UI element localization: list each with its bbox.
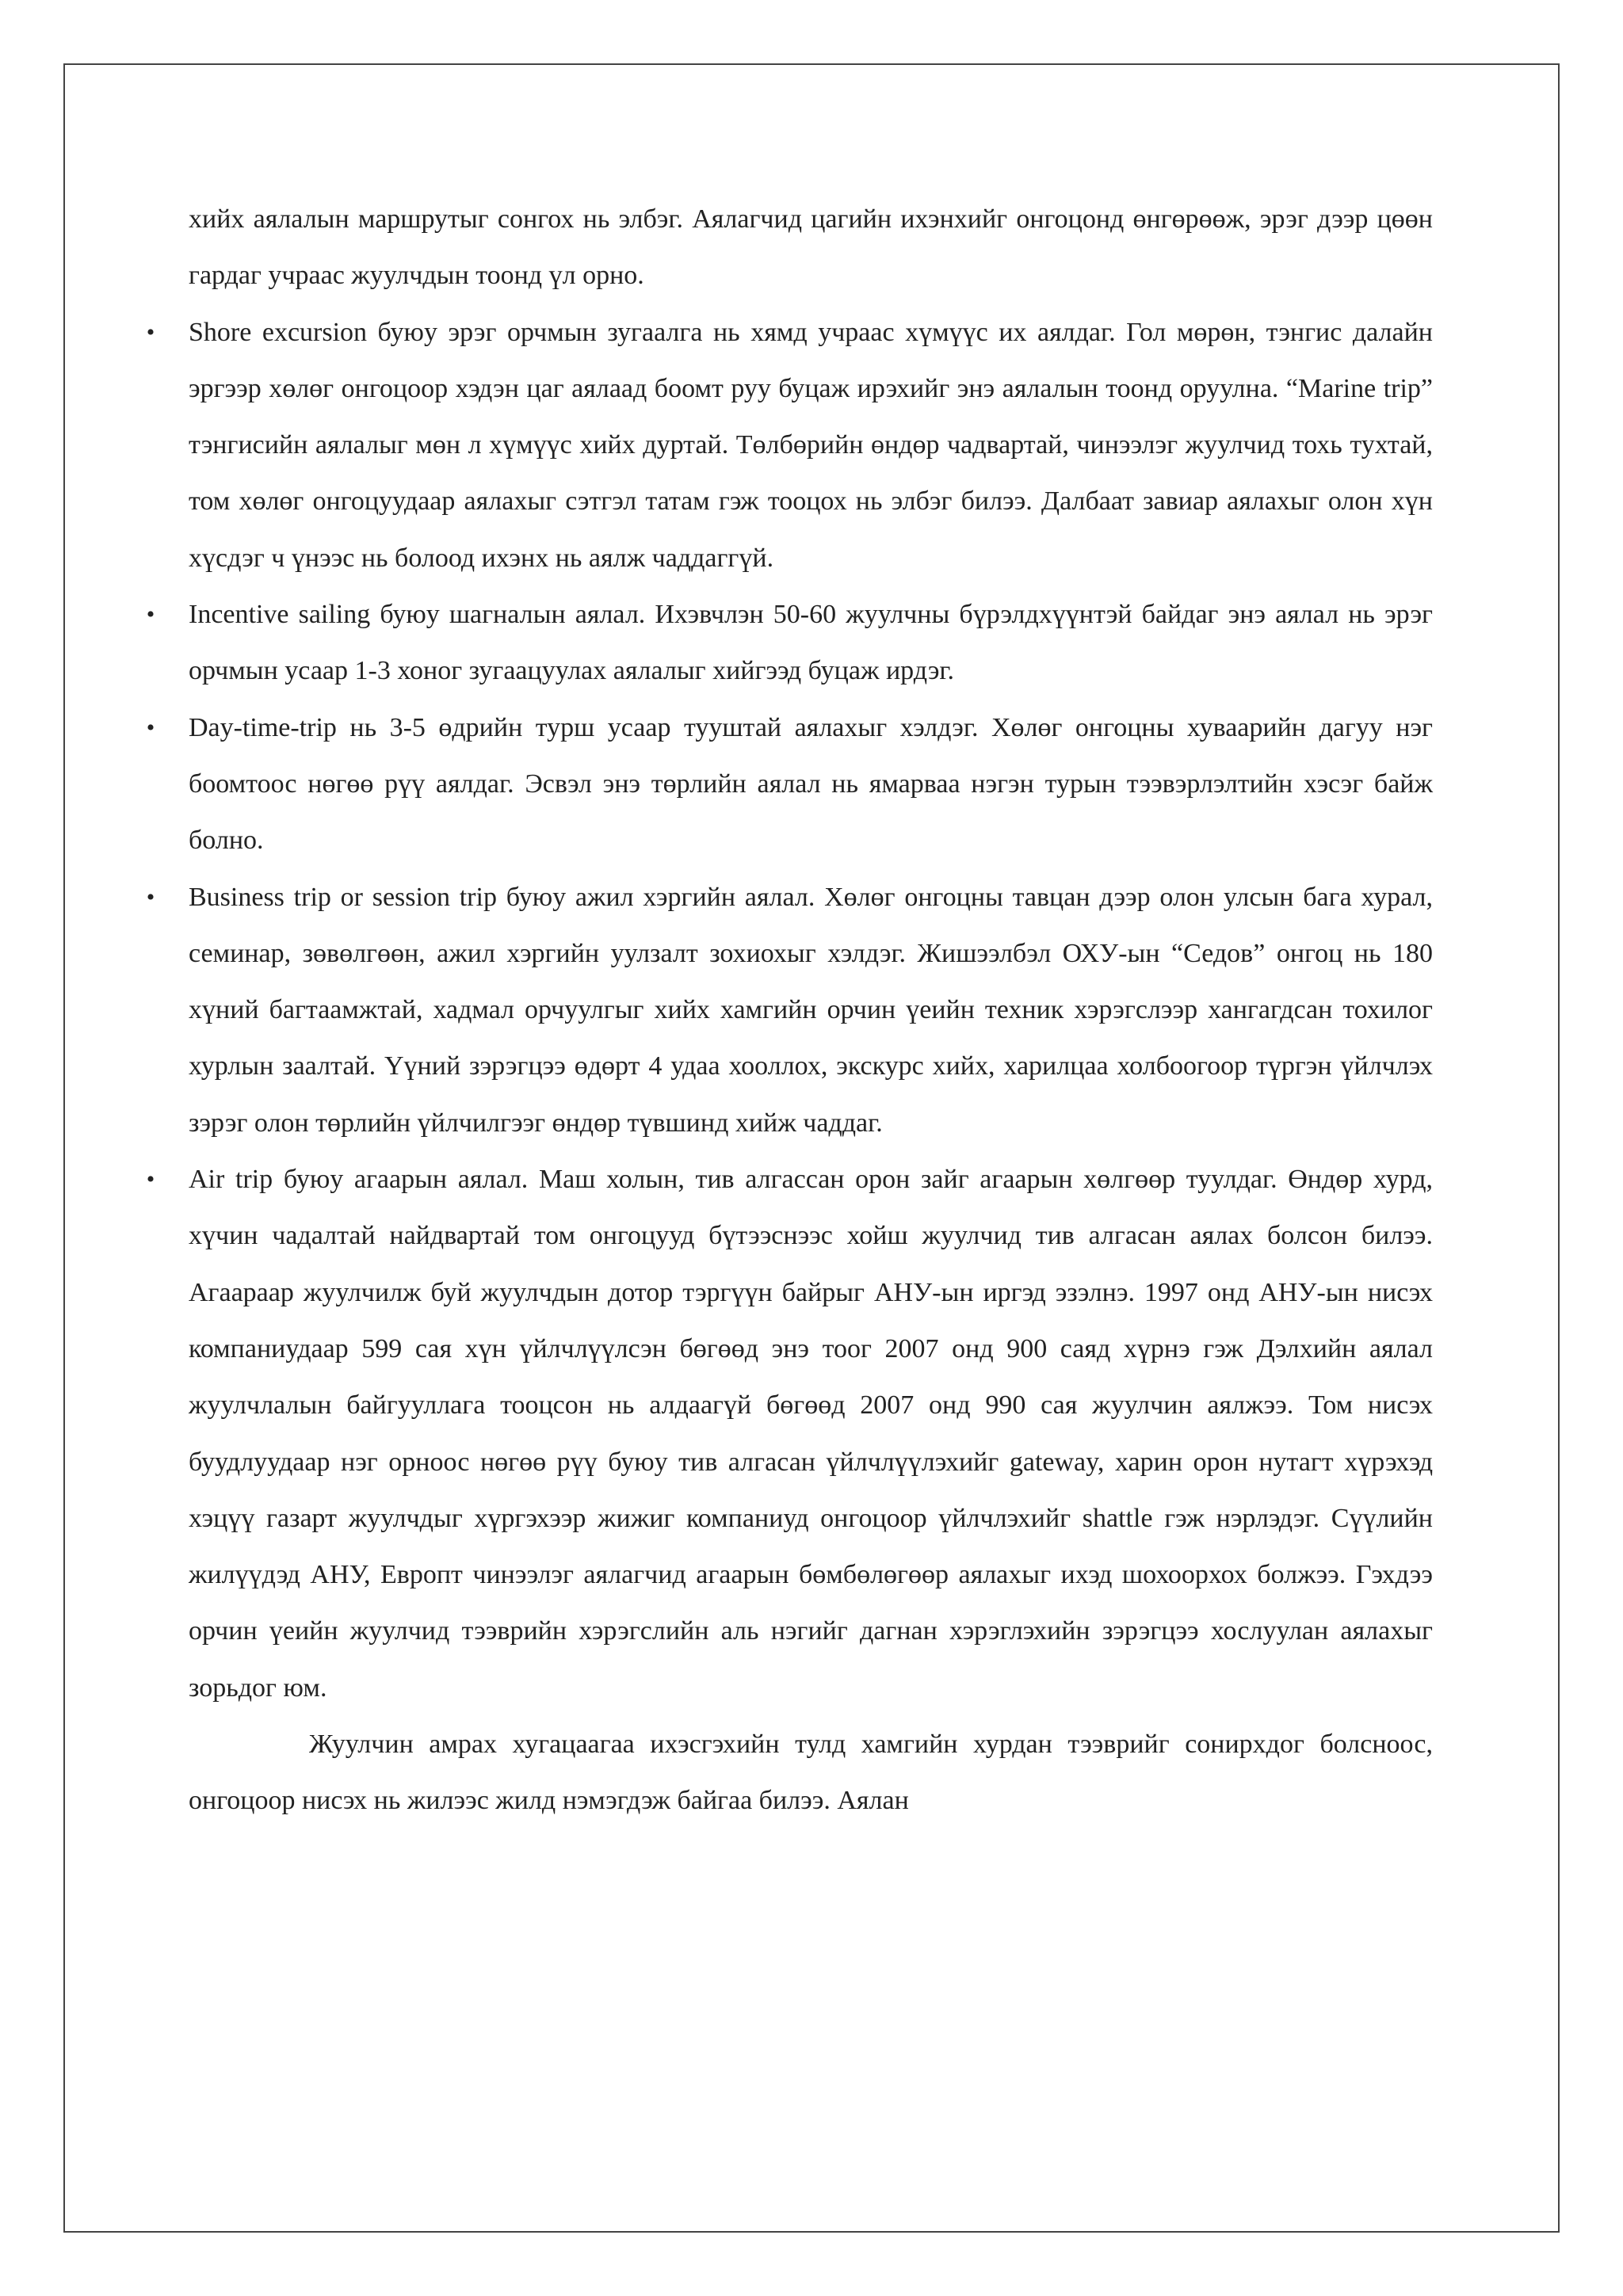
bullet-text: Day-time-trip нь 3-5 өдрийн турш усаар тууштай аялахыг хэлдэг. Хөлөг онгоцны хуваарийн дагуу нэг боомтоос нөгөө рүү аялдаг. Эсвэл энэ төрлийн аялал нь ямарваа нэгэн турын тээвэрлэлтийн хэсэг байж болно. xyxy=(189,712,1433,856)
document-body xyxy=(146,191,1433,1829)
body-paragraph: Жуулчин амрах хугацаагаа ихэсгэхийн тулд хамгийн хурдан тээврийг сонирхдог болсноос, онгоцоор нисэх нь жилээс жилд нэмэгдэж байгаа билээ. Аялан xyxy=(189,1730,1433,1816)
bullet-marker: • xyxy=(146,883,155,910)
bullet-text: Business trip or session trip буюу ажил хэргийн аялал. Хөлөг онгоцны тавцан дээр олон улсын бага хурал, семинар, зөвөлгөөн, ажил хэргийн уулзалт зохиохыг хэлдэг. Жишээлбэл ОХУ-ын “Седов” онгоц нь 180 хүний багтаамжтай, хадмал орчуулгыг хийх хамгийн орчин үеийн техник хэрэгслээр хангагдсан тохилог хурлын заалтай. Үүний зэрэгцээ өдөрт 4 удаа хооллох, экскурс хийх, харилцаа холбоогоор түргэн үйлчлэх зэрэг олон төрлийн үйлчилгээг өндөр түвшинд хийж чаддаг. xyxy=(189,882,1433,1138)
bullet-item-incentive-sailing xyxy=(146,586,1433,700)
bullet-marker: • xyxy=(146,601,155,628)
bullet-text: Incentive sailing буюу шагналын аялал. Ихэвчлэн 50-60 жуулчны бүрэлдхүүнтэй байдаг энэ аялал нь эрэг орчмын усаар 1-3 хоног зугаацуулах аялалыг хийгээд буцаж ирдэг. xyxy=(189,600,1433,686)
bullet-item-shore-excursion xyxy=(146,304,1433,586)
bullet-item-day-time-trip xyxy=(146,700,1433,869)
bullet-list xyxy=(146,304,1433,1716)
bullet-text: Air trip буюу агаарын аялал. Маш холын, тив алгассан орон зайг агаарын хөлгөөр туулдаг. Өндөр хурд, хүчин чадалтай найдвартай том онгоцууд бүтээснээс хойш жуулчид тив алгасан аялах болсон билээ. Агаараар жуулчилж буй жуулчдын дотор тэргүүн байрыг АНУ-ын иргэд эзэлнэ. 1997 онд АНУ-ын нисэх компаниудаар 599 сая хүн үйлчлүүлсэн бөгөөд энэ тоог 2007 онд 900 саяд хүрнэ гэж Дэлхийн аялал жуулчлалын байгууллага тооцсон нь алдаагүй бөгөөд 2007 онд 990 сая жуулчин аялжээ. Том нисэх буудлуудаар нэг орноос нөгөө рүү буюу тив алгасан үйлчлүүлэхийг gateway, харин орон нутагт хүрэхэд хэцүү газарт жуулчдыг хүргэхээр жижиг компаниуд онгоцоор үйлчлэхийг shattle гэж нэрлэдэг. Сүүлийн жилүүдэд АНУ, Европт чинээлэг аялагчид агаарын бөмбөлөгөөр аялахыг ихэд шохоорхох болжээ. Гэхдээ орчин үеийн жуулчид тээврийн хэрэгслийн аль нэгийг дагнан хэрэглэхийн зэрэгцээ хослуулан аялахыг зорьдог юм. xyxy=(189,1165,1433,1703)
bullet-marker: • xyxy=(146,318,155,345)
bullet-item-business-trip xyxy=(146,869,1433,1151)
bullet-marker: • xyxy=(146,714,155,741)
bullet-text: Shore excursion буюу эрэг орчмын зугаалга нь хямд учраас хүмүүс их аялдаг. Гол мөрөн, тэнгис далайн эргээр хөлөг онгоцоор хэдэн цаг аялаад боомт руу буцаж ирэхийг энэ аялалын тоонд оруулна. “Marine trip” тэнгисийн аялалыг мөн л хүмүүс хийх дуртай. Төлбөрийн өндөр чадвартай, чинээлэг жуулчид тохь тухтай, том хөлөг онгоцуудаар аялахыг сэтгэл татам гэж тооцох нь элбэг билээ. Далбаат завиар аялахыг олон хүн хүсдэг ч үнээс нь болоод ихэнх нь аялж чаддаггүй. xyxy=(189,317,1433,573)
bullet-item-air-trip xyxy=(146,1151,1433,1716)
continuation-text: хийх аялалын маршрутыг сонгох нь элбэг. Аялагчид цагийн ихэнхийг онгоцонд өнгөрөөж, эрэг дээр цөөн гардаг учраас жуулчдын тоонд үл орно. xyxy=(189,204,1433,291)
bullet-marker: • xyxy=(146,1166,155,1193)
